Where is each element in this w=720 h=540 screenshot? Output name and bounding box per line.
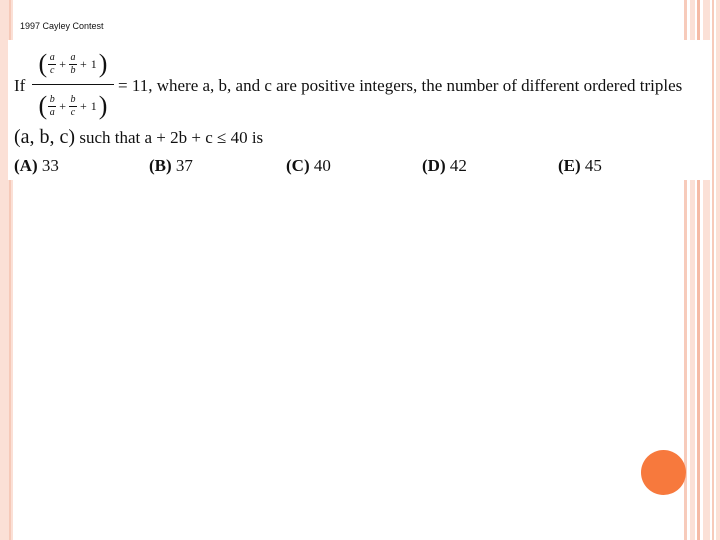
orange-circle-decoration: [641, 450, 686, 495]
fraction-numerator: ( a c + a b + 1 ): [38, 49, 108, 78]
problem-line-2: [14, 126, 263, 149]
choice-c: (C) 40: [286, 156, 331, 175]
problem-line-1: [14, 46, 704, 122]
choice-e: (E) 45: [558, 156, 602, 175]
condition-text: such that a + 2b + c ≤ 40 is: [75, 128, 264, 147]
if-word: If: [14, 76, 26, 95]
fraction-denominator: ( b a + b c + 1 ): [38, 91, 108, 120]
answer-choices: [14, 156, 614, 176]
choice-d: (D) 42: [422, 156, 467, 175]
choice-b: (B) 37: [149, 156, 193, 175]
choice-a: (A) 33: [14, 156, 59, 175]
main-fraction: [32, 46, 114, 126]
ordered-triple: (a, b, c): [14, 126, 76, 148]
fraction-bar: [32, 84, 114, 85]
source-label: 1997 Cayley Contest: [20, 21, 104, 31]
problem-statement-text: = 11, where a, b, and c are positive integers, the number of different ordered triples: [118, 76, 683, 95]
